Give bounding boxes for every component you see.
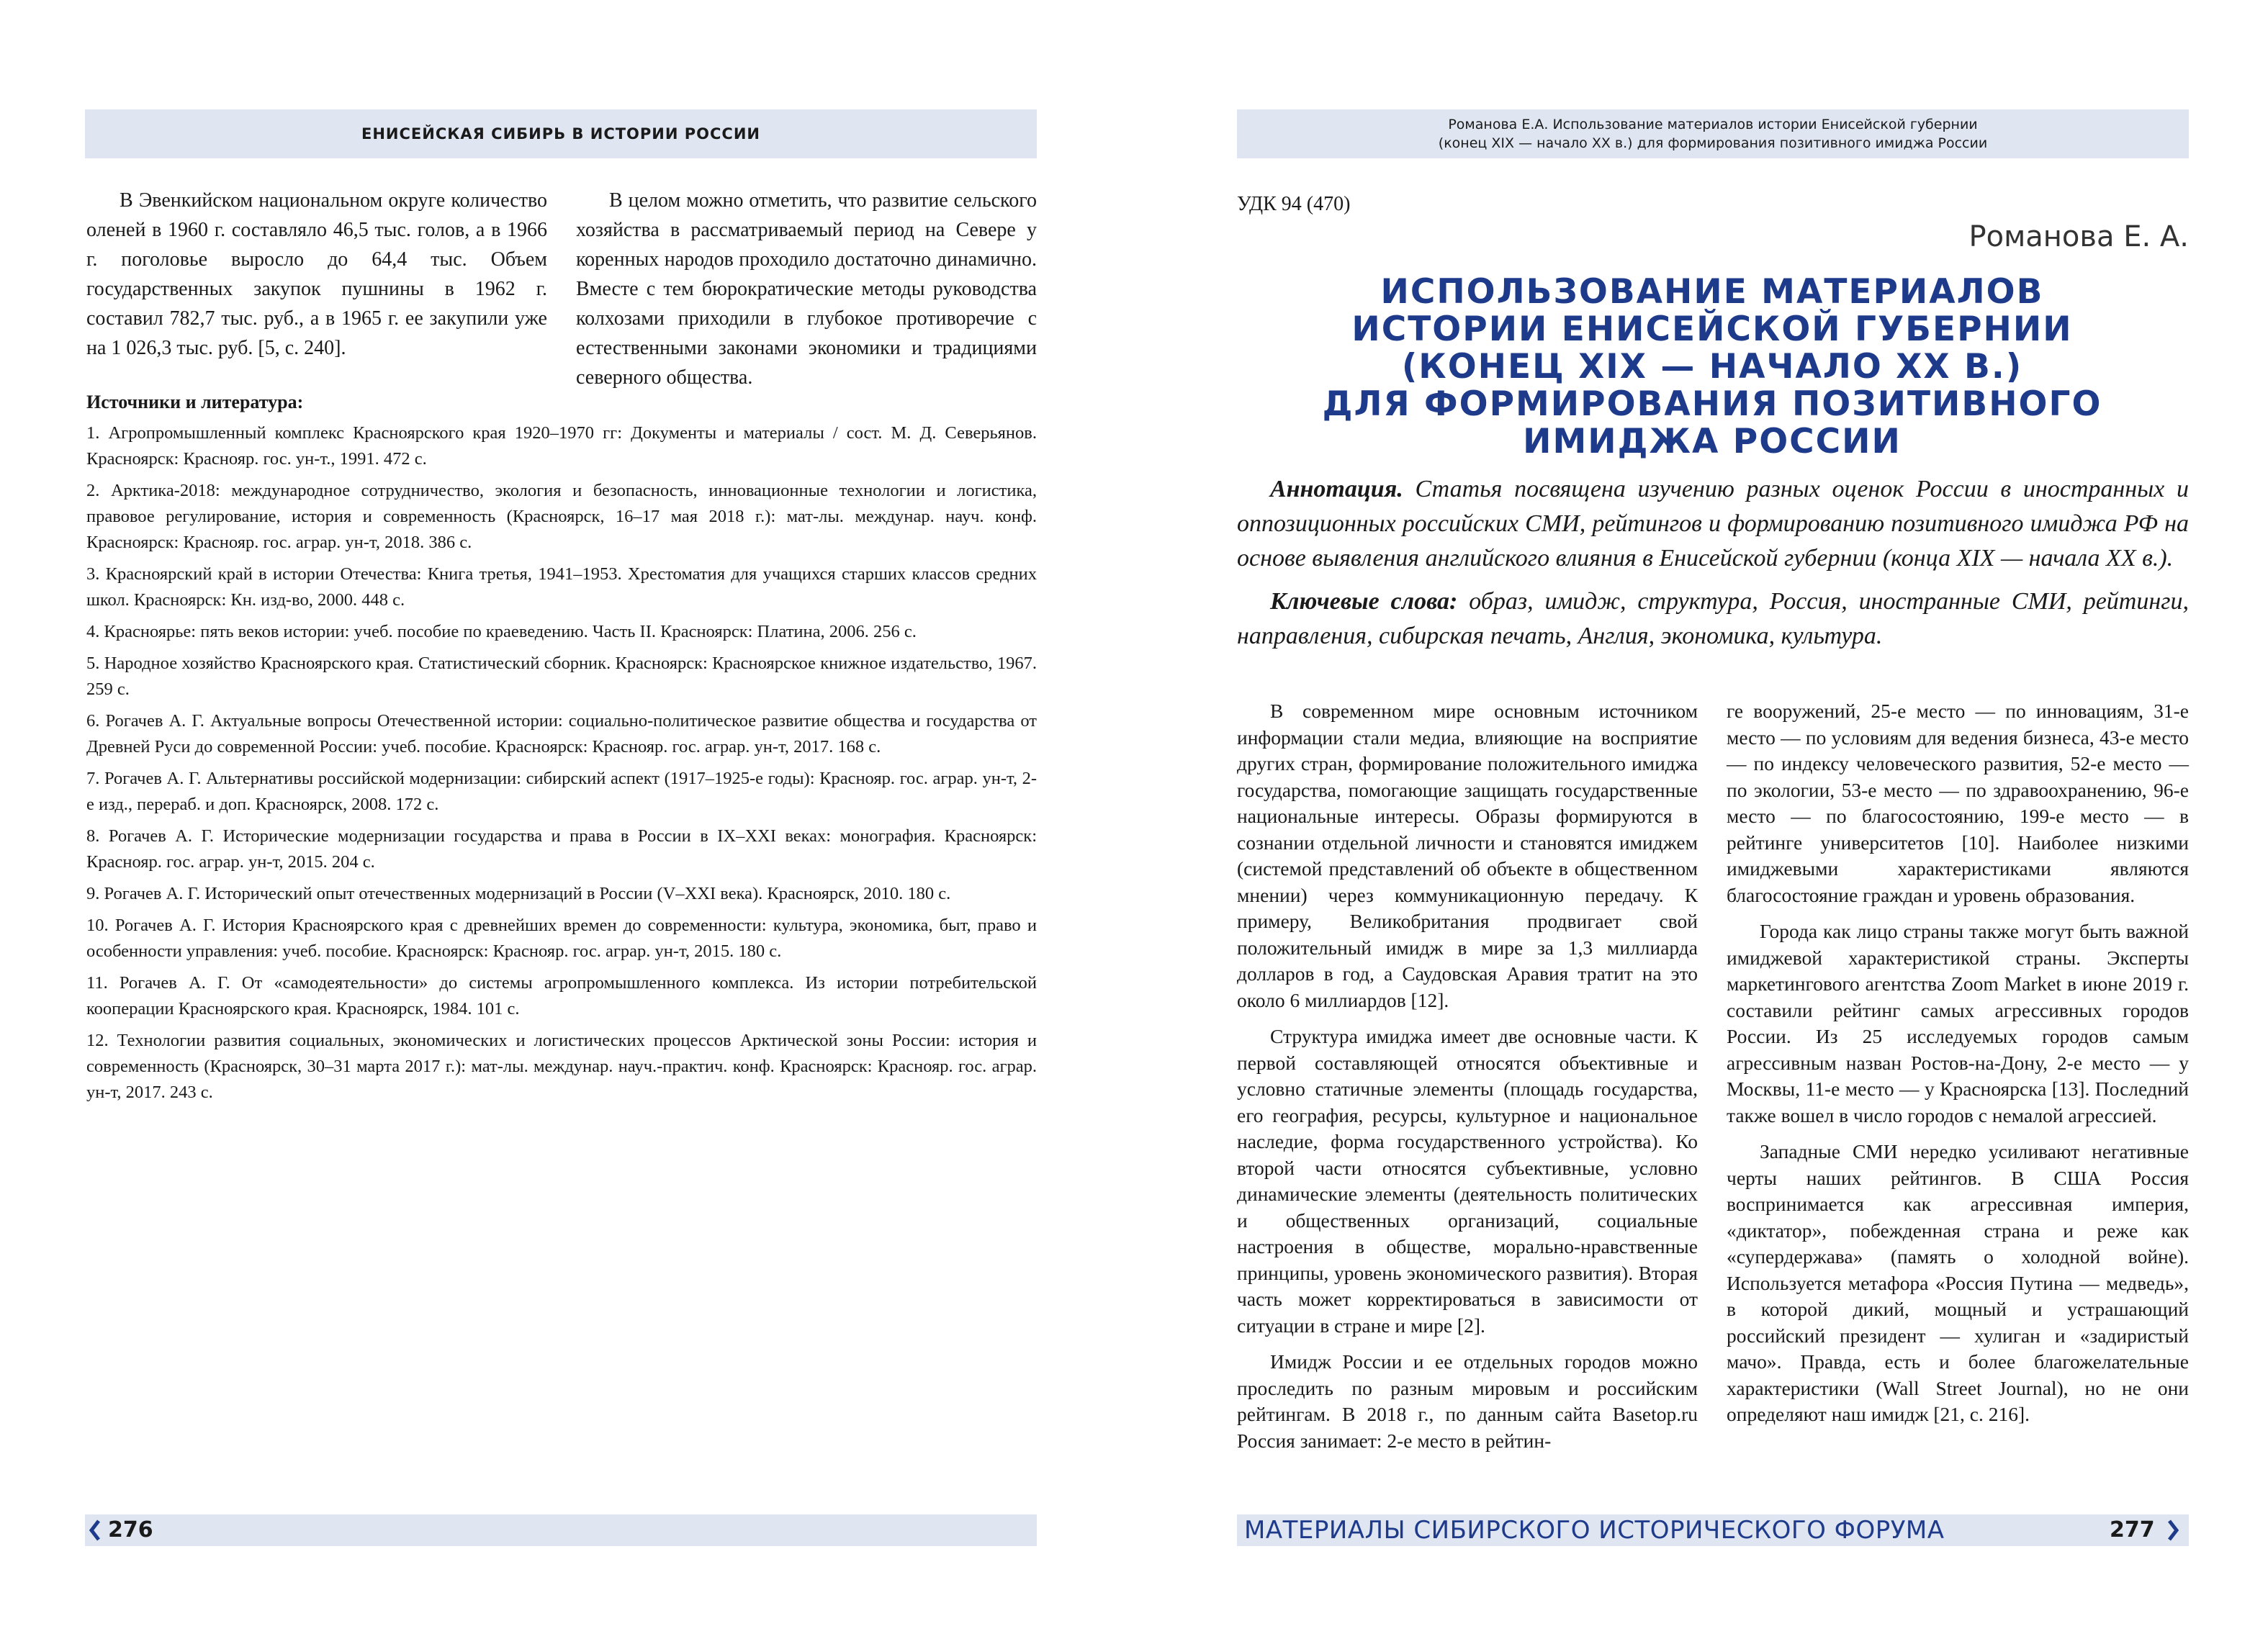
left-running-header bbox=[85, 109, 1037, 158]
article-author: Романова Е. А. bbox=[1968, 220, 2189, 253]
title-line: (КОНЕЦ XIX — НАЧАЛО XX В.) bbox=[1401, 347, 2023, 387]
reference-item: 11. Рогачев А. Г. От «самодеятельности» до системы агропромышленного комплекса. Из истории потребительской кооперации Красноярского края. Красноярск, 1984. 101 с. bbox=[86, 973, 1037, 1019]
right-page-number: 277 bbox=[2110, 1517, 2155, 1543]
right-header-line-2: (конец XIX — начало XX в.) для формирования позитивного имиджа России bbox=[1438, 135, 1988, 151]
left-footer-bar bbox=[85, 1514, 1037, 1546]
body-paragraph: ге вооружений, 25-е место — по инновациям, 31-е место — по условиям для ведения бизнеса, 43-е место — по индексу человеческого развития, 52-е место — по экологии, 53-е место — по здравоохранению, 96-е место — по благосостоянию, 199-е место — в рейтинге университетов [10]. Наиболее низкими имиджевыми характеристиками являются благосостояние граждан и уровень образования. bbox=[1727, 700, 2189, 906]
left-header-title: ЕНИСЕЙСКАЯ СИБИРЬ В ИСТОРИИ РОССИИ bbox=[361, 125, 760, 143]
keywords-text: образ, имидж, структура, Россия, иностранные СМИ, рейтинги, направления, сибирская печать, Англия, экономика, культура. bbox=[1237, 588, 2189, 649]
left-page-number: 276 bbox=[108, 1517, 153, 1543]
reference-item: 6. Рогачев А. Г. Актуальные вопросы Отечественной истории: социально-политическое развитие общества и государства от Древней Руси до современной России: учеб. пособие. Красноярск: Краснояр. гос. аграр. ун-т, 2017. 168 с. bbox=[86, 711, 1037, 756]
right-page-column-2 bbox=[1727, 698, 2189, 1428]
left-page-column-2 bbox=[576, 186, 1037, 392]
chevron-right-icon bbox=[2167, 1519, 2179, 1541]
udk-code: УДК 94 (470) bbox=[1237, 193, 1351, 215]
body-paragraph: В современном мире основным источником информации стали медиа, влияющие на восприятие других стран, формирование положительного имиджа государства, помогающие защищать государственные национальные интересы. Образы формируются в сознании отдельной личности и становятся имиджем (системой представлений об объекте в общественном мнении) через коммуникационную передачу. К примеру, Великобритания продвигает свой положительный имидж в мире за 1,3 миллиарда долларов в год, а Саудовская Аравия тратит на это около 6 миллиардов [12]. bbox=[1237, 700, 1698, 1011]
left-col2-paragraph: В целом можно отметить, что развитие сельского хозяйства в рассматриваемый период на Севере у коренных народов проходило достаточно динамично. Вместе с тем бюрократические методы руководства колхозами приходили в глубокое противоречие с естественными законами экономики и традициями северного общества. bbox=[576, 189, 1037, 389]
annotation-label: Аннотация. bbox=[1270, 476, 1403, 502]
title-line: ИСПОЛЬЗОВАНИЕ МАТЕРИАЛОВ bbox=[1380, 272, 2044, 312]
reference-item: 9. Рогачев А. Г. Исторический опыт отечественных модернизаций в России (V–XXI века). Красноярск, 2010. 180 с. bbox=[86, 884, 951, 903]
reference-item: 10. Рогачев А. Г. История Красноярского края с древнейших времен до современности: культура, экономика, быт, право и особенности управления: учеб. пособие. Красноярск: Краснояр. гос. аграр. ун-т, 2015. 180 с. bbox=[86, 916, 1037, 961]
journal-name: МАТЕРИАЛЫ СИБИРСКОГО ИСТОРИЧЕСКОГО ФОРУМА bbox=[1244, 1516, 1945, 1545]
reference-item: 1. Агропромышленный комплекс Красноярского края 1920–1970 гг: Документы и материалы / сост. М. Д. Северьянов. Красноярск: Краснояр. гос. ун-т., 1991. 472 с. bbox=[86, 423, 1037, 469]
body-paragraph: Имидж России и ее отдельных городов можно проследить по разным мировым и российским рейтингам. В 2018 г., по данным сайта Basetop.ru Россия занимает: 2-е место в рейтин- bbox=[1237, 1350, 1698, 1452]
left-col1-paragraph: В Эвенкийском национальном округе количество оленей в 1960 г. составляло 46,5 тыс. голов, а в 1966 г. поголовье выросло до 64,4 тыс. Объем государственных закупок пушнины в 1962 г. составил 782,7 тыс. руб., а в 1965 г. ее закупили уже на 1 026,3 тыс. руб. [5, с. 240]. bbox=[86, 189, 547, 359]
keywords-label: Ключевые слова: bbox=[1270, 588, 1458, 615]
right-header-line-1: Романова Е.А. Использование материалов истории Енисейской губернии bbox=[1448, 117, 1978, 132]
reference-item: 4. Красноярье: пять веков истории: учеб. пособие по краеведению. Часть II. Красноярск: Платина, 2006. 256 с. bbox=[86, 622, 917, 641]
references-list bbox=[86, 420, 1037, 1111]
chevron-left-icon bbox=[89, 1519, 101, 1541]
body-paragraph: Западные СМИ нередко усиливают негативные черты наших рейтингов. В США Россия воспринимается как агрессивная империя, «диктатор», побежденная страна и реже как «супердержава» (память о холодной войне). Используется метафора «Россия Путина — медведь», в которой дикий, мощный и устрашающий российский президент — хулиган и «задиристый мачо». Правда, есть и более благожелательные характеристики (Wall Street Journal), но не они определяют наш имидж [21, с. 216]. bbox=[1727, 1140, 2189, 1425]
title-line: ИМИДЖА РОССИИ bbox=[1523, 422, 1902, 461]
annotation-text: Статья посвящена изучению разных оценок России в иностранных и оппозиционных российских СМИ, рейтингов и формированию позитивного имиджа РФ на основе выявления английского влияния в Енисейской губернии (конца XIX — начала XX в.). bbox=[1237, 476, 2189, 572]
reference-item: 8. Рогачев А. Г. Исторические модернизации государства и права в России в IX–XXI веках: монография. Красноярск: Краснояр. гос. аграр. ун-т, 2015. 204 с. bbox=[86, 826, 1037, 872]
title-line: ДЛЯ ФОРМИРОВАНИЯ ПОЗИТИВНОГО bbox=[1322, 384, 2102, 424]
annotation-block bbox=[1237, 472, 2189, 654]
references-heading: Источники и литература: bbox=[86, 392, 304, 412]
annotation bbox=[1237, 472, 2189, 576]
reference-item: 12. Технологии развития социальных, экономических и логистических процессов Арктической зоны России: история и современность (Красноярск, 30–31 марта 2017 г.): мат-лы. междунар. науч.-практич. конф. Красноярск: Краснояр. гос. аграр. ун-т, 2017. 243 с. bbox=[86, 1031, 1037, 1102]
left-page-column-1 bbox=[86, 186, 547, 363]
body-paragraph: Структура имиджа имеет две основные части. К первой составляющей относятся объективные и условно статичные элементы (площадь государства, его география, ресурсы, культурное и национальное наследие, форма государственного устройства). Ко второй части относятся субъективные, условно динамические элементы (деятельность политических и общественных организаций, социальные настроения в обществе, морально-нравственные принципы, уровень экономического развития). Вторая часть может корректироваться в зависимости от ситуации в стране и мире [2]. bbox=[1237, 1025, 1698, 1337]
body-paragraph: Города как лицо страны также могут быть важной имиджевой характеристикой страны. Эксперты маркетингового агентства Zoom Market в июне 2019 г. составили рейтинг самых агрессивных городов России. Из 25 исследуемых городов самым агрессивным назван Ростов-на-Дону, 2-е место — у Москвы, 11-е место — у Красноярска [13]. Последний также вошел в число городов с немалой агрессией. bbox=[1727, 920, 2189, 1126]
keywords bbox=[1237, 584, 2189, 654]
title-line: ИСТОРИИ ЕНИСЕЙСКОЙ ГУБЕРНИИ bbox=[1351, 310, 2073, 349]
article-title bbox=[1237, 274, 2187, 461]
right-running-header bbox=[1237, 109, 2189, 158]
reference-item: 7. Рогачев А. Г. Альтернативы российской модернизации: сибирский аспект (1917–1925-е годы): Краснояр. гос. аграр. ун-т, 2-е изд., перераб. и доп. Красноярск, 2008. 172 с. bbox=[86, 769, 1037, 814]
right-page-column-1 bbox=[1237, 698, 1698, 1454]
reference-item: 3. Красноярский край в истории Отечества: Книга третья, 1941–1953. Хрестоматия для учащихся старших классов средних школ. Красноярск: Кн. изд-во, 2000. 448 с. bbox=[86, 564, 1037, 610]
reference-item: 5. Народное хозяйство Красноярского края. Статистический сборник. Красноярск: Красноярское книжное издательство, 1967. 259 с. bbox=[86, 654, 1037, 699]
reference-item: 2. Арктика-2018: международное сотрудничество, экология и безопасность, инновационные технологии и логистика, правовое регулирование, история и современность (Красноярск, 16–17 мая 2018 г.): мат-лы. междунар. науч. конф. Красноярск: Краснояр. гос. аграр. ун-т, 2018. 386 с. bbox=[86, 481, 1037, 552]
